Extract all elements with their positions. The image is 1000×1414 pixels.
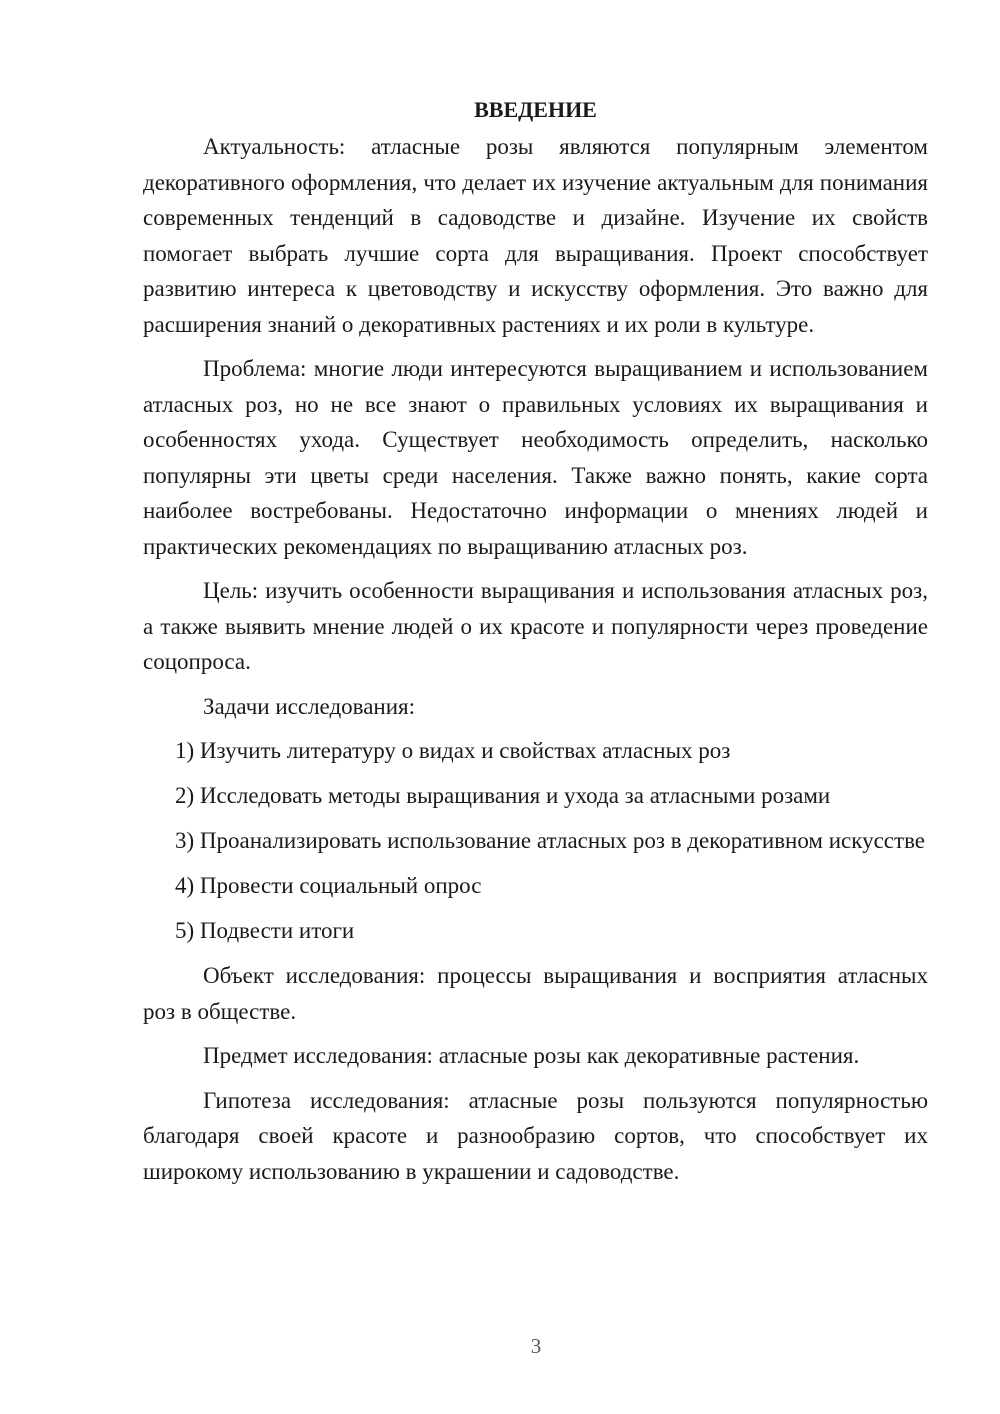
paragraph-relevance: Актуальность: атласные розы являются популярным элементом декоративного оформления, что делает их изучение актуальным для понимания современных тенденций в садоводстве и дизайне. Изучение их свойств помогает выбрать лучшие сорта для выращивания. Проект способствует развитию интереса к цветоводству и искусству оформления. Это важно для расширения знаний о декоративных растениях и их роли в культуре. — [143, 134, 928, 337]
task-item: 1) Изучить литературу о видах и свойствах атласных роз — [175, 738, 731, 763]
tasks-heading: Задачи исследования: — [203, 693, 416, 719]
paragraph-goal: Цель: изучить особенности выращивания и использования атласных роз, а также выявить мнение людей о их красоте и популярности через проведение соцопроса. — [143, 578, 928, 674]
task-item: 5) Подвести итоги — [175, 918, 355, 943]
paragraph-hypothesis: Гипотеза исследования: атласные розы пользуются популярностью благодаря своей красоте и разнообразию сортов, что способствует их широкому использованию в украшении и садоводстве. — [143, 1087, 928, 1184]
paragraph-problem: Проблема: многие люди интересуются выращиванием и использованием атласных роз, но не все знают о правильных условиях их выращивания и особенностях ухода. Существует необходимость определить, насколько популярны эти цветы среди населения. Также важно понять, какие сорта наиболее востребованы. Недостаточно информации о мнениях людей и практических рекомендациях по выращиванию атласных роз. — [143, 356, 928, 559]
task-item: 4) Провести социальный опрос — [175, 873, 482, 898]
page-number: 3 — [530, 1334, 542, 1358]
paragraph-object: Объект исследования: процессы выращивания и восприятия атласных роз в обществе. — [143, 963, 928, 1024]
task-item: 2) Исследовать методы выращивания и ухода за атласными розами — [175, 783, 831, 808]
page-title: ВВЕДЕНИЕ — [474, 97, 597, 122]
page-content — [143, 92, 928, 1198]
task-item: 3) Проанализировать использование атласных роз в декоративном искусстве — [175, 828, 926, 853]
paragraph-subject: Предмет исследования: атласные розы как декоративные растения. — [203, 1043, 860, 1068]
